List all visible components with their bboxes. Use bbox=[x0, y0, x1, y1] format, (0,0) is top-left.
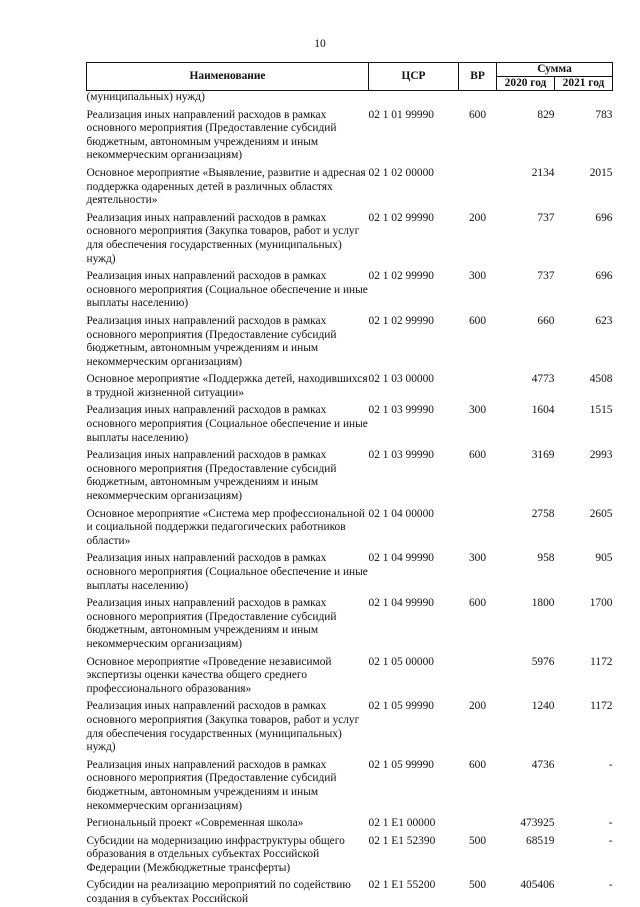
cell-sum-2021: 1700 bbox=[589, 597, 613, 610]
cell-vr bbox=[459, 163, 497, 208]
cell-sum-2021: - bbox=[608, 817, 613, 830]
cell-name: Основное мероприятие «Поддержка детей, находившихся в трудной жизненной ситуации» bbox=[86, 373, 368, 399]
table-row bbox=[87, 311, 613, 369]
cell-name: Региональный проект «Современная школа» bbox=[86, 817, 304, 830]
cell-name: Субсидии на модернизацию инфраструктуры общего образования в отдельных субъектах Российской Федерации (Межбюджетные трансферты) bbox=[86, 834, 345, 874]
cell-sum-2020 bbox=[497, 91, 555, 105]
table-row bbox=[87, 831, 613, 876]
table-row bbox=[87, 445, 613, 503]
cell-sum-2021: 696 bbox=[595, 211, 613, 224]
cell-csr: 02 1 04 99990 bbox=[368, 597, 434, 610]
cell-sum-2021: 1172 bbox=[590, 655, 613, 668]
cell-sum-2020: 473925 bbox=[520, 817, 555, 830]
cell-sum-2021: - bbox=[608, 834, 613, 847]
cell-vr: 300 bbox=[468, 552, 487, 565]
cell-vr bbox=[459, 369, 497, 400]
cell-vr: 300 bbox=[468, 270, 487, 283]
cell-name: Основное мероприятие «Проведение независимой экспертизы оценки качества общего среднего профессионального образования» bbox=[86, 655, 332, 695]
table-row bbox=[87, 548, 613, 593]
cell-name: Реализация иных направлений расходов в рамках основного мероприятия (Предоставление субсидий бюджетным, автономным учреждениям и иным некоммерческим организациям) bbox=[86, 314, 337, 368]
cell-name: Реализация иных направлений расходов в рамках основного мероприятия (Социальное обеспечение и иные выплаты населению) bbox=[86, 552, 368, 592]
cell-csr: 02 1 05 00000 bbox=[368, 655, 434, 668]
table-header-row bbox=[87, 63, 613, 77]
header-vr: ВР bbox=[459, 63, 497, 91]
cell-sum-2021: - bbox=[608, 758, 613, 771]
cell-vr: 200 bbox=[468, 211, 487, 224]
cell-csr: 02 1 E1 55200 bbox=[368, 879, 436, 892]
cell-name: Реализация иных направлений расходов в рамках основного мероприятия (Предоставление субсидий бюджетным, автономным учреждениям и иным некоммерческим организациям) bbox=[86, 449, 337, 503]
cell-sum-2020: 4773 bbox=[531, 373, 555, 386]
cell-vr: 200 bbox=[468, 700, 487, 713]
cell-name: Реализация иных направлений расходов в рамках основного мероприятия (Закупка товаров, работ и услуг для обеспечения государственных (муниципальных) нужд) bbox=[86, 700, 360, 754]
cell-csr: 02 1 01 99990 bbox=[368, 108, 434, 121]
cell-sum-2021: 4508 bbox=[589, 373, 613, 386]
table-row bbox=[87, 652, 613, 697]
cell-sum-2021: 2605 bbox=[589, 507, 613, 520]
cell-sum-2020: 737 bbox=[537, 211, 555, 224]
cell-sum-2021: - bbox=[608, 879, 613, 892]
cell-name: Реализация иных направлений расходов в рамках основного мероприятия (Предоставление субсидий бюджетным, автономным учреждениям и иным некоммерческим организациям) bbox=[86, 758, 337, 812]
cell-name: Реализация иных направлений расходов в рамках основного мероприятия (Закупка товаров, работ и услуг для обеспечения государственных (муниципальных) нужд) bbox=[86, 211, 360, 265]
table-row bbox=[87, 504, 613, 549]
cell-sum-2020: 2758 bbox=[531, 507, 555, 520]
cell-name: Основное мероприятие «Система мер профессиональной и социальной поддержки педагогических работников области» bbox=[86, 507, 365, 547]
table-body bbox=[87, 91, 613, 907]
cell-vr bbox=[459, 504, 497, 549]
cell-sum-2020: 3169 bbox=[531, 449, 555, 462]
cell-name: (муниципальных) нужд) bbox=[86, 91, 205, 103]
table-row bbox=[87, 369, 613, 400]
header-csr: ЦСР bbox=[369, 63, 459, 91]
table-row bbox=[87, 163, 613, 208]
cell-sum-2020: 4736 bbox=[531, 758, 555, 771]
cell-vr bbox=[459, 91, 497, 105]
cell-vr bbox=[459, 813, 497, 831]
cell-csr: 02 1 02 99990 bbox=[368, 314, 434, 327]
cell-vr: 600 bbox=[468, 108, 487, 121]
table-row bbox=[87, 105, 613, 163]
cell-name: Реализация иных направлений расходов в рамках основного мероприятия (Предоставление субсидий бюджетным, автономным учреждениям и иным некоммерческим организациям) bbox=[86, 597, 337, 650]
cell-sum-2020: 660 bbox=[537, 314, 555, 327]
header-name: Наименование bbox=[87, 63, 369, 91]
cell-sum-2020: 2134 bbox=[531, 166, 555, 179]
cell-vr: 600 bbox=[468, 758, 487, 771]
cell-csr: 02 1 03 99990 bbox=[368, 404, 434, 417]
page-number: 10 bbox=[314, 38, 326, 50]
table-row bbox=[87, 755, 613, 813]
cell-sum-2020: 1240 bbox=[531, 700, 555, 713]
cell-sum-2021: 1172 bbox=[590, 700, 613, 713]
cell-csr: 02 1 03 99990 bbox=[368, 449, 434, 462]
cell-sum-2021: 623 bbox=[595, 314, 613, 327]
table-row bbox=[87, 91, 613, 105]
cell-csr: 02 1 02 99990 bbox=[368, 270, 434, 283]
cell-name: Реализация иных направлений расходов в рамках основного мероприятия (Социальное обеспечение и иные выплаты населению) bbox=[86, 404, 368, 444]
cell-sum-2021: 2015 bbox=[589, 166, 613, 179]
cell-sum-2020: 1800 bbox=[531, 597, 555, 610]
cell-csr: 02 1 04 99990 bbox=[368, 552, 434, 565]
cell-vr bbox=[459, 652, 497, 697]
cell-sum-2020: 829 bbox=[537, 108, 555, 121]
header-year-2020: 2020 год bbox=[497, 77, 555, 91]
table-row bbox=[87, 208, 613, 266]
cell-sum-2021: 696 bbox=[595, 270, 613, 283]
cell-sum-2021: 2993 bbox=[589, 449, 613, 462]
header-sum: Сумма bbox=[497, 63, 613, 77]
cell-sum-2020: 958 bbox=[537, 552, 555, 565]
cell-name: Реализация иных направлений расходов в рамках основного мероприятия (Предоставление субсидий бюджетным, автономным учреждениям и иным некоммерческим организациям) bbox=[86, 108, 337, 162]
cell-vr: 600 bbox=[468, 597, 487, 610]
cell-name: Субсидии на реализацию мероприятий по содействию создания в субъектах Российской bbox=[86, 879, 351, 906]
table-row bbox=[87, 696, 613, 754]
cell-csr: 02 1 05 99990 bbox=[368, 700, 434, 713]
cell-sum-2021: 783 bbox=[595, 108, 613, 121]
cell-csr: 02 1 04 00000 bbox=[368, 507, 434, 520]
cell-name: Основное мероприятие «Выявление, развитие и адресная поддержка одаренных детей в различных областях деятельности» bbox=[86, 166, 366, 207]
cell-sum-2020: 5976 bbox=[531, 655, 555, 668]
cell-vr: 300 bbox=[468, 404, 487, 417]
cell-vr: 500 bbox=[468, 834, 487, 847]
cell-csr: 02 1 03 00000 bbox=[368, 373, 434, 386]
budget-table bbox=[86, 62, 613, 907]
table-row bbox=[87, 400, 613, 445]
cell-csr: 02 1 E1 00000 bbox=[368, 817, 436, 830]
cell-name: Реализация иных направлений расходов в рамках основного мероприятия (Социальное обеспечение и иные выплаты населению) bbox=[86, 270, 368, 310]
cell-vr: 600 bbox=[468, 449, 487, 462]
table-row bbox=[87, 593, 613, 651]
cell-csr: 02 1 02 99990 bbox=[368, 211, 434, 224]
cell-csr: 02 1 E1 52390 bbox=[368, 834, 436, 847]
cell-sum-2021: 905 bbox=[595, 552, 613, 565]
cell-sum-2020: 405406 bbox=[520, 879, 555, 892]
table-row bbox=[87, 266, 613, 311]
cell-csr bbox=[369, 91, 459, 105]
cell-vr: 600 bbox=[468, 314, 487, 327]
cell-csr: 02 1 02 00000 bbox=[368, 166, 434, 179]
cell-sum-2020: 737 bbox=[537, 270, 555, 283]
cell-sum-2020: 1604 bbox=[531, 404, 555, 417]
header-year-2021: 2021 год bbox=[555, 77, 613, 91]
cell-csr: 02 1 05 99990 bbox=[368, 758, 434, 771]
table-row bbox=[87, 875, 613, 906]
cell-sum-2021: 1515 bbox=[589, 404, 613, 417]
table-row bbox=[87, 813, 613, 831]
cell-sum-2020: 68519 bbox=[526, 834, 555, 847]
cell-vr: 500 bbox=[468, 879, 487, 892]
cell-sum-2021 bbox=[555, 91, 613, 105]
